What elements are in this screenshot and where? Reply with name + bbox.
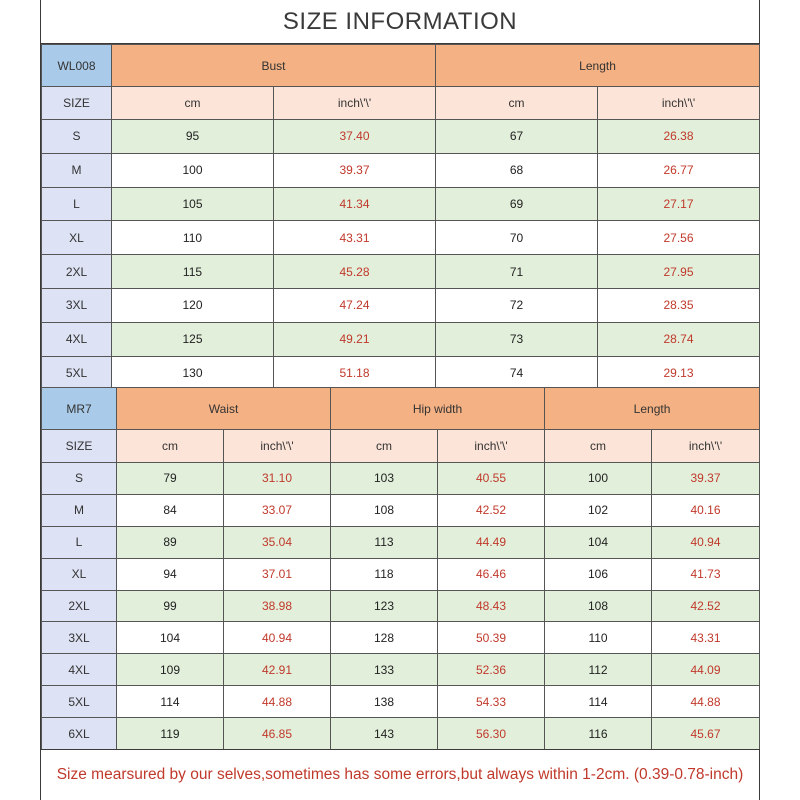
table1-unit-bust-cm: cm xyxy=(112,87,274,120)
inch-value-cell: 46.85 xyxy=(224,718,331,750)
table-row xyxy=(42,654,760,686)
size-cell: M xyxy=(42,153,112,187)
cm-value-cell: 110 xyxy=(545,622,652,654)
size-cell: 3XL xyxy=(42,288,112,322)
cm-value-cell: 100 xyxy=(545,463,652,495)
table-row xyxy=(42,153,760,187)
size-cell: 4XL xyxy=(42,322,112,356)
cm-value-cell: 138 xyxy=(331,686,438,718)
table2-unit-hip-inch: inch\'\' xyxy=(438,430,545,463)
inch-value-cell: 52.36 xyxy=(438,654,545,686)
table2-unit-length-inch: inch\'\' xyxy=(652,430,760,463)
inch-value-cell: 26.77 xyxy=(598,153,760,187)
table-row xyxy=(42,187,760,221)
inch-value-cell: 38.98 xyxy=(224,590,331,622)
table-row xyxy=(42,686,760,718)
size-table-wl008 xyxy=(41,44,760,390)
inch-value-cell: 43.31 xyxy=(652,622,760,654)
size-cell: XL xyxy=(42,221,112,255)
inch-value-cell: 31.10 xyxy=(224,463,331,495)
inch-value-cell: 29.13 xyxy=(598,356,760,390)
inch-value-cell: 44.88 xyxy=(652,686,760,718)
size-cell: S xyxy=(42,120,112,154)
inch-value-cell: 56.30 xyxy=(438,718,545,750)
table-row xyxy=(42,718,760,750)
inch-value-cell: 43.31 xyxy=(274,221,436,255)
table2-unit-waist-cm: cm xyxy=(117,430,224,463)
inch-value-cell: 50.39 xyxy=(438,622,545,654)
inch-value-cell: 35.04 xyxy=(224,526,331,558)
cm-value-cell: 95 xyxy=(112,120,274,154)
inch-value-cell: 54.33 xyxy=(438,686,545,718)
cm-value-cell: 128 xyxy=(331,622,438,654)
cm-value-cell: 125 xyxy=(112,322,274,356)
table1-size-header: SIZE xyxy=(42,87,112,120)
cm-value-cell: 74 xyxy=(436,356,598,390)
cm-value-cell: 100 xyxy=(112,153,274,187)
page-title: SIZE INFORMATION xyxy=(40,0,760,44)
table1-group-bust: Bust xyxy=(112,45,436,87)
inch-value-cell: 46.46 xyxy=(438,558,545,590)
size-cell: 3XL xyxy=(42,622,117,654)
size-table-mr7 xyxy=(41,387,760,750)
inch-value-cell: 28.74 xyxy=(598,322,760,356)
table1-group-length: Length xyxy=(436,45,760,87)
cm-value-cell: 133 xyxy=(331,654,438,686)
cm-value-cell: 108 xyxy=(331,494,438,526)
cm-value-cell: 130 xyxy=(112,356,274,390)
table2-unit-length-cm: cm xyxy=(545,430,652,463)
size-cell: 2XL xyxy=(42,590,117,622)
size-cell: XL xyxy=(42,558,117,590)
table-row xyxy=(42,463,760,495)
size-cell: 6XL xyxy=(42,718,117,750)
table-row xyxy=(42,622,760,654)
size-cell: L xyxy=(42,187,112,221)
cm-value-cell: 104 xyxy=(545,526,652,558)
cm-value-cell: 114 xyxy=(117,686,224,718)
cm-value-cell: 79 xyxy=(117,463,224,495)
cm-value-cell: 99 xyxy=(117,590,224,622)
cm-value-cell: 105 xyxy=(112,187,274,221)
size-cell: 5XL xyxy=(42,686,117,718)
cm-value-cell: 71 xyxy=(436,255,598,289)
inch-value-cell: 41.73 xyxy=(652,558,760,590)
inch-value-cell: 51.18 xyxy=(274,356,436,390)
inch-value-cell: 49.21 xyxy=(274,322,436,356)
cm-value-cell: 70 xyxy=(436,221,598,255)
inch-value-cell: 45.28 xyxy=(274,255,436,289)
table-row xyxy=(42,526,760,558)
cm-value-cell: 103 xyxy=(331,463,438,495)
size-cell: 5XL xyxy=(42,356,112,390)
inch-value-cell: 40.55 xyxy=(438,463,545,495)
inch-value-cell: 45.67 xyxy=(652,718,760,750)
inch-value-cell: 42.91 xyxy=(224,654,331,686)
cm-value-cell: 123 xyxy=(331,590,438,622)
inch-value-cell: 33.07 xyxy=(224,494,331,526)
table-row xyxy=(42,221,760,255)
inch-value-cell: 40.16 xyxy=(652,494,760,526)
cm-value-cell: 89 xyxy=(117,526,224,558)
measurement-note: Size mearsured by our selves,sometimes has some errors,but always within 1-2cm. (0.39-0.78-inch) xyxy=(40,749,760,800)
table-row xyxy=(42,255,760,289)
cm-value-cell: 115 xyxy=(112,255,274,289)
cm-value-cell: 118 xyxy=(331,558,438,590)
table2-size-header: SIZE xyxy=(42,430,117,463)
cm-value-cell: 69 xyxy=(436,187,598,221)
table2-group-length: Length xyxy=(545,388,760,430)
table2-code: MR7 xyxy=(42,388,117,430)
size-cell: L xyxy=(42,526,117,558)
cm-value-cell: 108 xyxy=(545,590,652,622)
cm-value-cell: 113 xyxy=(331,526,438,558)
table-row xyxy=(42,120,760,154)
cm-value-cell: 112 xyxy=(545,654,652,686)
table-row xyxy=(42,356,760,390)
cm-value-cell: 106 xyxy=(545,558,652,590)
cm-value-cell: 72 xyxy=(436,288,598,322)
inch-value-cell: 44.49 xyxy=(438,526,545,558)
table1-unit-length-inch: inch\'\' xyxy=(598,87,760,120)
size-cell: S xyxy=(42,463,117,495)
table-row xyxy=(42,288,760,322)
cm-value-cell: 120 xyxy=(112,288,274,322)
size-cell: 4XL xyxy=(42,654,117,686)
cm-value-cell: 104 xyxy=(117,622,224,654)
table-row xyxy=(42,590,760,622)
inch-value-cell: 44.88 xyxy=(224,686,331,718)
inch-value-cell: 27.95 xyxy=(598,255,760,289)
inch-value-cell: 42.52 xyxy=(652,590,760,622)
inch-value-cell: 26.38 xyxy=(598,120,760,154)
table2-unit-waist-inch: inch\'\' xyxy=(224,430,331,463)
table2-group-waist: Waist xyxy=(117,388,331,430)
size-cell: 2XL xyxy=(42,255,112,289)
inch-value-cell: 39.37 xyxy=(274,153,436,187)
cm-value-cell: 84 xyxy=(117,494,224,526)
inch-value-cell: 27.56 xyxy=(598,221,760,255)
cm-value-cell: 110 xyxy=(112,221,274,255)
table-row xyxy=(42,494,760,526)
size-cell: M xyxy=(42,494,117,526)
table1-unit-bust-inch: inch\'\' xyxy=(274,87,436,120)
table-row xyxy=(42,558,760,590)
cm-value-cell: 143 xyxy=(331,718,438,750)
inch-value-cell: 42.52 xyxy=(438,494,545,526)
inch-value-cell: 27.17 xyxy=(598,187,760,221)
inch-value-cell: 48.43 xyxy=(438,590,545,622)
inch-value-cell: 44.09 xyxy=(652,654,760,686)
table-row xyxy=(42,322,760,356)
table2-unit-hip-cm: cm xyxy=(331,430,438,463)
cm-value-cell: 73 xyxy=(436,322,598,356)
table2-group-hip-width: Hip width xyxy=(331,388,545,430)
table1-code: WL008 xyxy=(42,45,112,87)
inch-value-cell: 39.37 xyxy=(652,463,760,495)
cm-value-cell: 67 xyxy=(436,120,598,154)
cm-value-cell: 102 xyxy=(545,494,652,526)
inch-value-cell: 37.40 xyxy=(274,120,436,154)
cm-value-cell: 109 xyxy=(117,654,224,686)
cm-value-cell: 94 xyxy=(117,558,224,590)
table1-unit-length-cm: cm xyxy=(436,87,598,120)
inch-value-cell: 40.94 xyxy=(224,622,331,654)
inch-value-cell: 47.24 xyxy=(274,288,436,322)
cm-value-cell: 114 xyxy=(545,686,652,718)
inch-value-cell: 41.34 xyxy=(274,187,436,221)
inch-value-cell: 40.94 xyxy=(652,526,760,558)
inch-value-cell: 28.35 xyxy=(598,288,760,322)
inch-value-cell: 37.01 xyxy=(224,558,331,590)
cm-value-cell: 68 xyxy=(436,153,598,187)
cm-value-cell: 116 xyxy=(545,718,652,750)
cm-value-cell: 119 xyxy=(117,718,224,750)
